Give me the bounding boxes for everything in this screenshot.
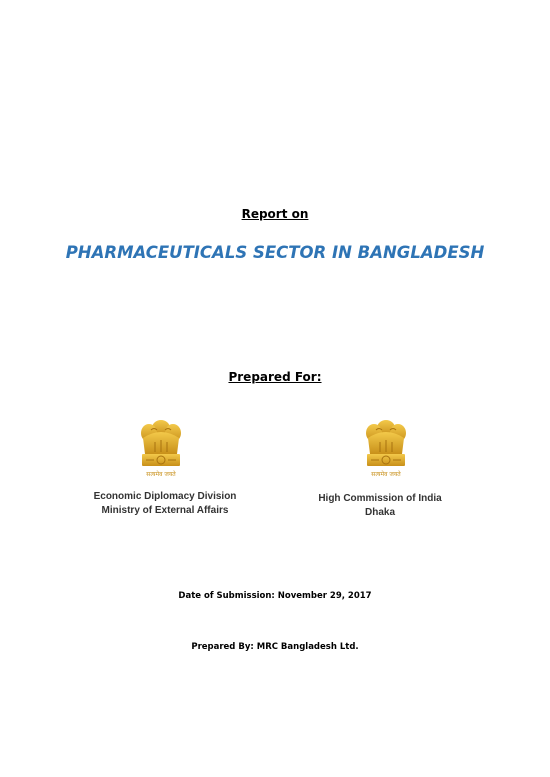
- national-emblem-of-india-icon: [131, 416, 191, 486]
- org-left-line2: Ministry of External Affairs: [101, 505, 229, 516]
- emblem-motto: सत्यमेव जयते: [371, 471, 401, 478]
- prepared-by: Prepared By: MRC Bangladesh Ltd.: [191, 642, 359, 652]
- emblem-motto: सत्यमेव जयते: [146, 471, 176, 478]
- report-title: PHARMACEUTICALS SECTOR IN BANGLADESH: [65, 243, 485, 262]
- national-emblem-of-india-icon: [356, 416, 416, 486]
- prepared-for-label: Prepared For:: [228, 370, 322, 384]
- submission-date: Date of Submission: November 29, 2017: [178, 591, 372, 601]
- org-left-line1: Economic Diplomacy Division: [93, 491, 237, 502]
- report-label: Report on: [241, 207, 309, 221]
- org-right-line1: High Commission of India: [318, 493, 442, 504]
- org-right-line2: Dhaka: [364, 507, 395, 518]
